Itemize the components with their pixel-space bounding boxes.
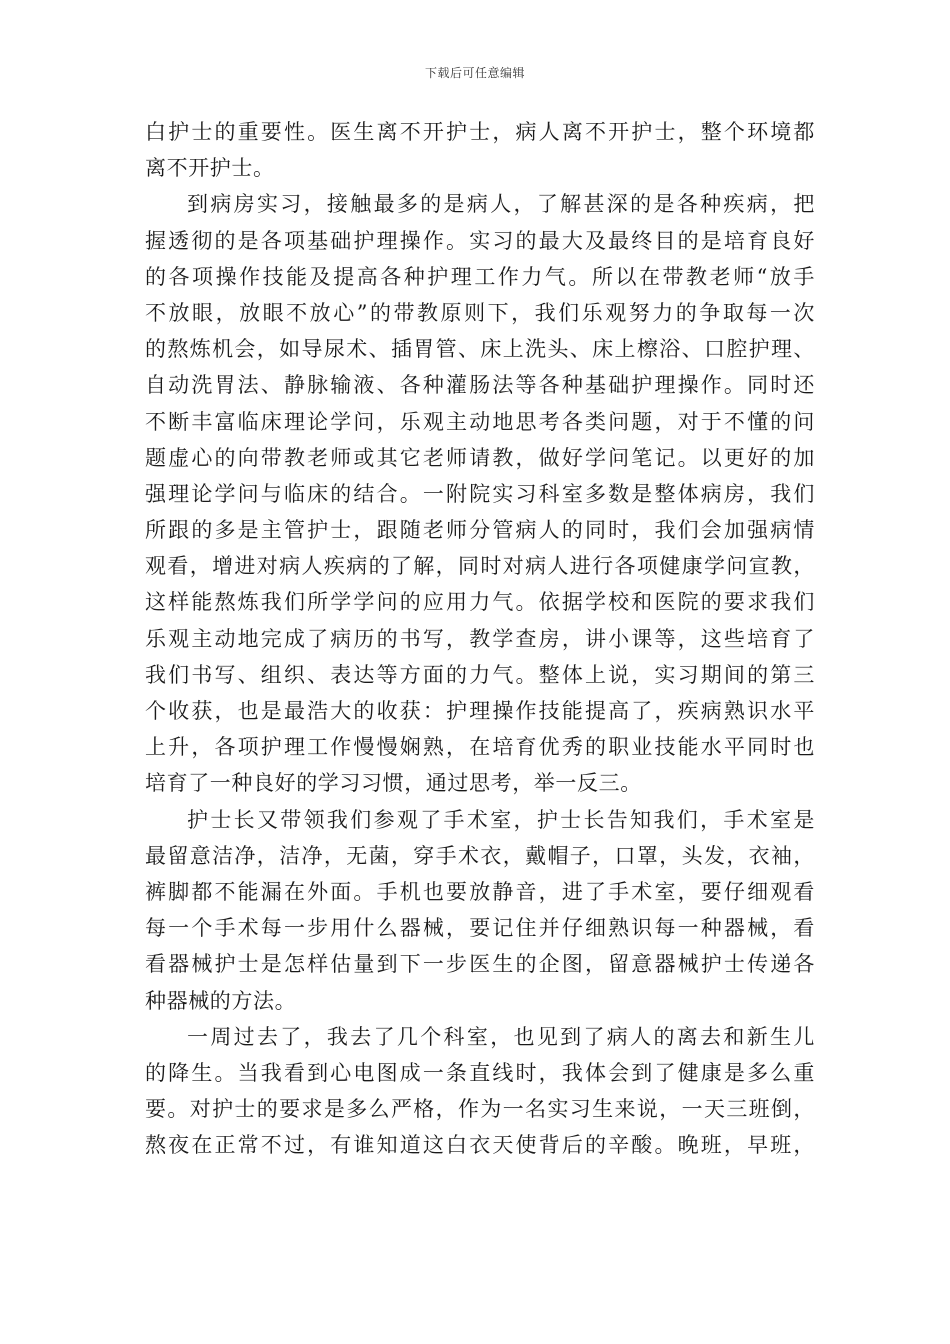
document-body bbox=[145, 114, 815, 1163]
text-line: 裤脚都不能漏在外面。手机也要放静音，进了手术室，要仔细观看 bbox=[145, 879, 815, 904]
paragraph bbox=[145, 186, 815, 801]
text-line: 观看，增进对病人疾病的了解，同时对病人进行各项健康学问宣教， bbox=[145, 554, 815, 579]
text-line: 的熬炼机会，如导尿术、插胃管、床上洗头、床上檫浴、口腔护理、 bbox=[145, 337, 815, 362]
text-line: 的各项操作技能及提高各种护理工作力气。所以在带教老师“放手 bbox=[145, 264, 815, 289]
paragraph bbox=[145, 1019, 815, 1164]
text-line: 看器械护士是怎样估量到下一步医生的企图，留意器械护士传递各 bbox=[145, 952, 815, 977]
text-line: 的降生。当我看到心电图成一条直线时，我体会到了健康是多么重 bbox=[145, 1060, 815, 1085]
text-line: 到病房实习，接触最多的是病人，了解甚深的是各种疾病，把 bbox=[187, 192, 815, 217]
text-line: 护士长又带领我们参观了手术室，护士长告知我们，手术室是 bbox=[187, 807, 815, 832]
text-line: 种器械的方法。 bbox=[145, 988, 297, 1013]
text-line: 个收获，也是最浩大的收获：护理操作技能提高了，疾病熟识水平 bbox=[145, 699, 815, 723]
text-line: 白护士的重要性。医生离不开护士，病人离不开护士，整个环境都 bbox=[145, 120, 815, 144]
text-line: 上升，各项护理工作慢慢娴熟，在培育优秀的职业技能水平同时也 bbox=[145, 735, 815, 760]
text-line: 乐观主动地完成了病历的书写，教学查房，讲小课等，这些培育了 bbox=[145, 626, 815, 651]
text-line: 题虚心的向带教老师或其它老师请教，做好学问笔记。以更好的加 bbox=[145, 445, 815, 470]
text-line: 熬夜在正常不过，有谁知道这白衣天使背后的辛酸。晚班，早班， bbox=[145, 1133, 815, 1158]
text-line: 强理论学问与临床的结合。一附院实习科室多数是整体病房，我们 bbox=[145, 481, 815, 506]
paragraph bbox=[145, 114, 815, 186]
text-line: 自动洗胃法、静脉输液、各种灌肠法等各种基础护理操作。同时还 bbox=[145, 373, 815, 398]
text-line: 培育了一种良好的学习习惯，通过思考，举一反三。 bbox=[145, 771, 642, 796]
page-header: 下载后可任意编辑 bbox=[424, 66, 525, 80]
text-line: 这样能熬炼我们所学学问的应用力气。依据学校和医院的要求我们 bbox=[145, 590, 815, 615]
text-line: 要。对护士的要求是多么严格，作为一名实习生来说，一天三班倒， bbox=[145, 1097, 815, 1122]
text-line: 握透彻的是各项基础护理操作。实习的最大及最终目的是培育良好 bbox=[145, 228, 815, 253]
text-line: 一周过去了，我去了几个科室，也见到了病人的离去和新生儿 bbox=[187, 1024, 815, 1049]
paragraph bbox=[145, 802, 815, 1019]
text-line: 我们书写、组织、表达等方面的力气。整体上说，实习期间的第三 bbox=[145, 662, 815, 687]
text-line: 每一个手术每一步用什么器械，要记住并仔细熟识每一种器械，看 bbox=[145, 916, 815, 941]
text-line: 所跟的多是主管护士，跟随老师分管病人的同时，我们会加强病情 bbox=[145, 518, 815, 543]
text-line: 不放眼，放眼不放心”的带教原则下，我们乐观努力的争取每一次 bbox=[145, 300, 815, 325]
text-line: 最留意洁净，洁净，无菌，穿手术衣，戴帽子，口罩，头发，衣袖， bbox=[145, 843, 815, 868]
text-line: 不断丰富临床理论学问，乐观主动地思考各类问题，对于不懂的问 bbox=[145, 409, 815, 434]
text-line: 离不开护士。 bbox=[145, 156, 275, 181]
